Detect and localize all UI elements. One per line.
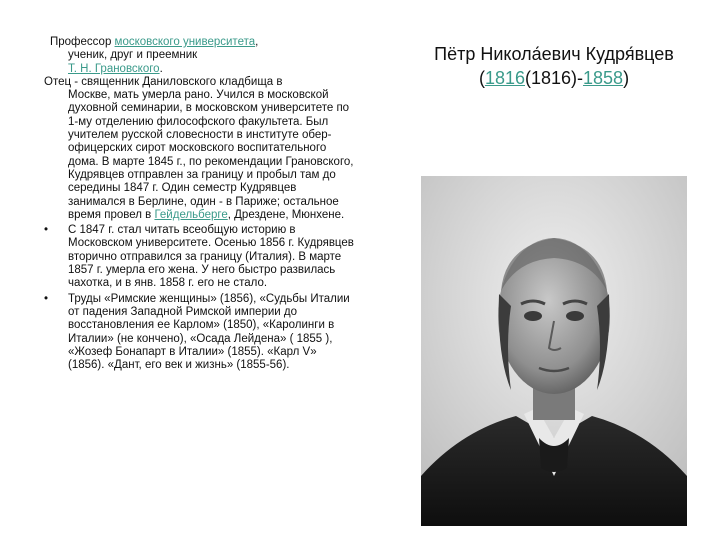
bullet-marker: •	[44, 292, 49, 305]
intro-line-3: Т. Н. Грановского.	[68, 62, 163, 75]
page-title	[404, 42, 704, 90]
link-birth-year[interactable]: 1816	[484, 68, 525, 88]
link-death-year[interactable]: 1858	[583, 68, 624, 88]
portrait-illustration	[421, 176, 687, 526]
biography-text	[44, 36, 356, 372]
bullet-item-works	[44, 293, 356, 373]
person-name: Пётр Никола́евич Кудря́вцев	[434, 44, 674, 64]
life-dates: (1816(1816)-1858)	[478, 68, 630, 88]
bullet-marker: •	[44, 224, 49, 237]
link-granovsky[interactable]: Т. Н. Грановского	[68, 62, 160, 75]
bio-paragraph: Москве, мать умерла рано. Учился в московской духовной семинарии, в московском университете по 1-му отделению философского факультета. Был учителем русской словесности в институте обер-офицерских сирот московского воспитательного дома. В марте 1845 г., по рекомендации Грановского, Кудрявцев отправлен за границу и пробыл там до середины 1847 г. Один семестр Кудрявцев занимался в Берлине, один - в Париже; остальное время провел в Гейдельберге, Дрездене, Мюнхене.	[68, 89, 354, 221]
link-moscow-university[interactable]: московского университета	[114, 36, 256, 48]
bio-first-line: Отец - священник Даниловского кладбища в	[44, 75, 283, 88]
portrait-photo	[421, 176, 687, 526]
bullet-text: Труды «Римские женщины» (1856), «Судьбы Италии от падения Западной Римской империи до восстановления ее Карлом» (1850), «Каролинги в Италии» (не кончено), «Осада Лейдена» ( 1855 ), «Жозеф Бонапарт в Италии» (1855). «Карл V» (1856). «Дант, его век и жизнь» (1855-56).	[68, 292, 350, 372]
intro-line-2: ученик, друг и преемник	[68, 49, 198, 62]
bullet-item-career	[44, 224, 356, 290]
bullet-text: С 1847 г. стал читать всеобщую историю в Московском университете. Осенью 1856 г. Кудрявцев вторично отправился за границу (Италия). В марте 1857 г. умерла его жена. У него быстро развилась чахотка, и в янв. 1858 г. его не стало.	[68, 224, 354, 290]
intro-line: Профессор московского университета,	[50, 36, 259, 48]
link-heidelberg[interactable]: Гейдельберге	[154, 208, 228, 221]
